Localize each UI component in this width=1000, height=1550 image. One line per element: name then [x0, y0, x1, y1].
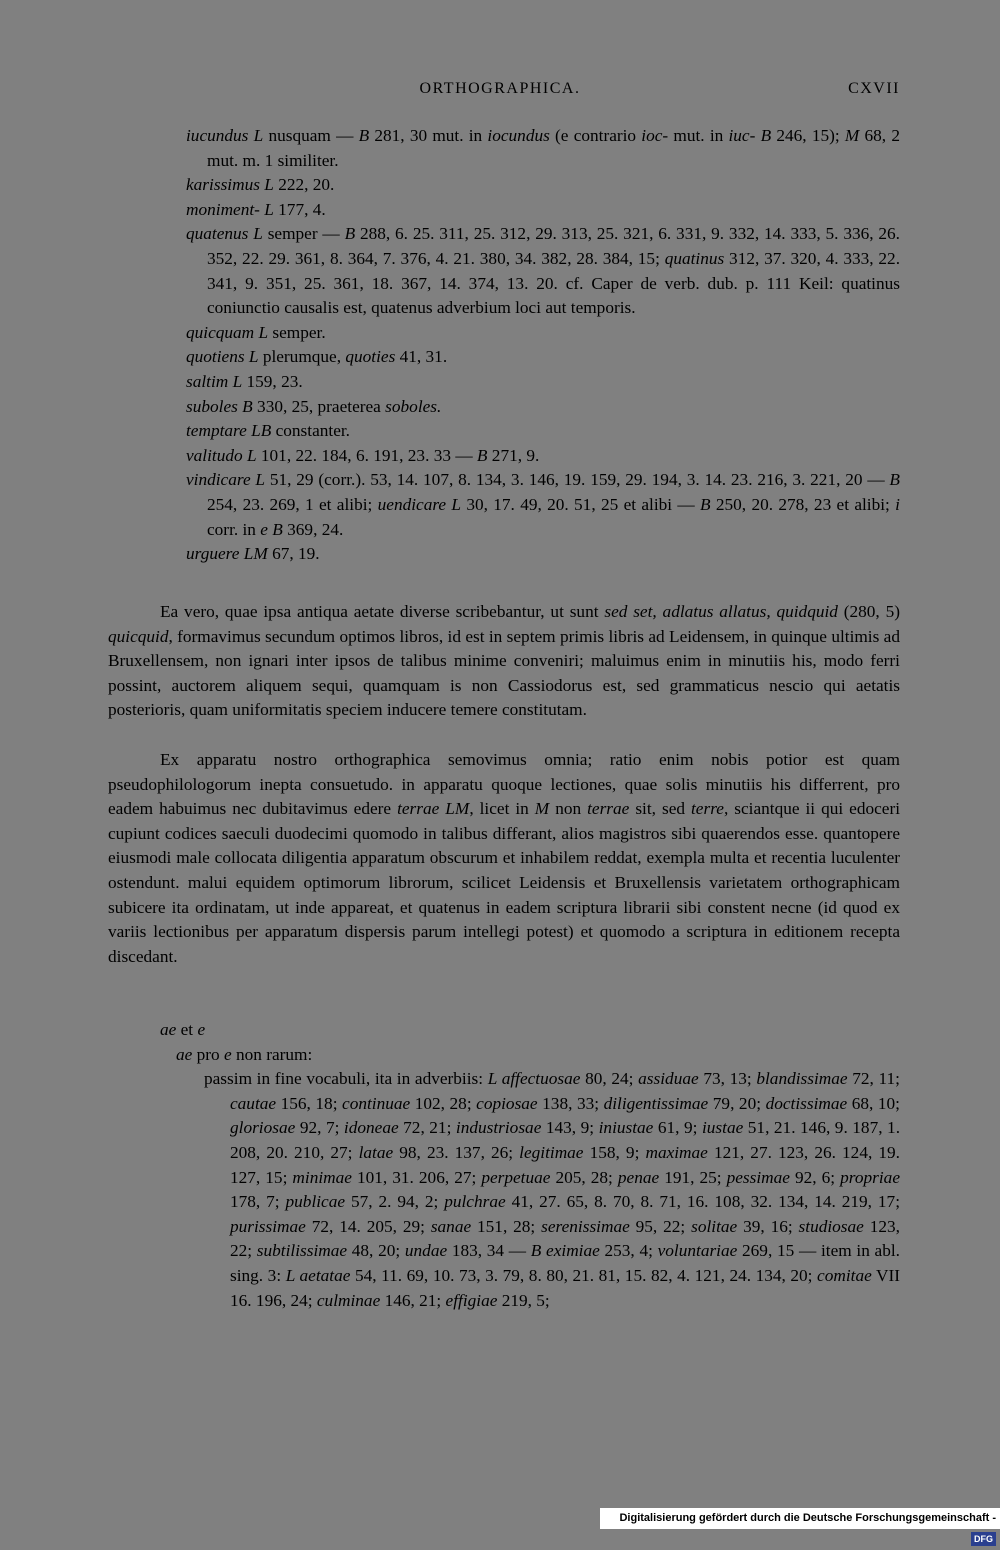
dfg-logo-icon: DFG [971, 1532, 996, 1546]
entry-item: karissimus L 222, 20. [186, 175, 335, 195]
dfg-footer [600, 1508, 1000, 1545]
entry-item: iucundus L nusquam — B 281, 30 mut. in iocundus (e contrario ioc- mut. in iuc- B 246, 15); M 68, 2 mut. m. 1 similiter. [186, 126, 900, 170]
entry-item: quotiens L plerumque, quoties 41, 31. [186, 347, 448, 367]
paragraph-2: Ex apparatu nostro orthographica semovimus omnia; ratio enim nobis potior est quam pseudophilologorum inepta consuetudo. in apparatu quoque lectiones, quae solis minutiis his differrent, pro eadem habuimus nec dubitavimus edere terrae LM, licet in M non terrae sit, sed terre, sciantque ii qui edoceri cupiunt codices saeculi duodecimi quomodo in talibus differant, alios magistros sibi quaerendos esse. quantopere eiusmodi male collocata diligentia apparatum obscurum et inhabilem reddat, exempla multa et recentia luculenter ostendunt. malui equidem optimorum librorum, scilicet Leidensis et Bruxellensis varietatem orthographicam subicere ita ordinatam, ut inde appareat, et quatenus in eadem scriptura librarii sibi constent necne (id quod ex variis lectionibus per apparatum dispersis parum intellegi potest) et quomodo a scriptura in editionem recepta discedant. [108, 750, 901, 966]
entry-item: quicquam L semper. [186, 322, 326, 342]
entry-item: quatenus L semper — B 288, 6. 25. 311, 25. 312, 29. 313, 25. 321, 6. 331, 9. 332, 14. 333, 5. 336, 26. 352, 22. 29. 361, 8. 364, 7. 376, 4. 21. 380, 34. 382, 28. 384, 15; quatinus 312, 37. 320, 4. 333, 22. 341, 9. 351, 25. 361, 18. 367, 14. 374, 13. 20. cf. Caper de verb. dub. p. 111 Keil: quatinus coniunctio causalis est, quatenus adverbium loci aut temporis. [186, 224, 901, 318]
running-title: ORTHOGRAPHICA. [419, 80, 581, 97]
entry-item: urguere LM 67, 19. [186, 544, 320, 564]
paragraph-1: Ea vero, quae ipsa antiqua aetate diverse scribebantur, ut sunt sed set, adlatus allatus, quidquid (280, 5) quicquid, formavimus secundum optimos libros, id est in septem primis libris ad Leidensem, in quinque ultimis ad Bruxellensem, non ignari inter ipsos de talibus minime conveniri; maluimus enim in minutiis his, modo ferri possint, auctorem aliquem sequi, quamquam is non Cassiodorus est, sed grammaticus nescio qui aetatis posterioris, quam uniformitatis speciem inducere temere constitutam. [108, 602, 900, 720]
list-heading-2: ae pro e non rarum: [176, 1044, 313, 1064]
entry-item: moniment- L 177, 4. [186, 199, 326, 219]
entry-item: valitudo L 101, 22. 184, 6. 191, 23. 33 — B 271, 9. [186, 445, 540, 465]
orthography-entry-list [108, 124, 900, 567]
list-item: passim in fine vocabuli, ita in adverbiis: L affectuosae 80, 24; assiduae 73, 13; blandissimae 72, 11; cautae 156, 18; continuae 102, 28; copiosae 138, 33; diligentissimae 79, 20; doctissimae 68, 10; gloriosae 92, 7; idoneae 72, 21; industriosae 143, 9; iniustae 61, 9; iustae 51, 21. 146, 9. 187, 1. 208, 20. 210, 27; latae 98, 23. 137, 26; legitimae 158, 9; maximae 121, 27. 123, 26. 124, 19. 127, 15; minimae 101, 31. 206, 27; perpetuae 205, 28; penae 191, 25; pessimae 92, 6; propriae 178, 7; publicae 57, 2. 94, 2; pulchrae 41, 27. 65, 8. 70, 8. 71, 16. 108, 32. 134, 14. 219, 17; purissimae 72, 14. 205, 29; sanae 151, 28; serenissimae 95, 22; solitae 39, 16; studiosae 123, 22; subtilissimae 48, 20; undae 183, 34 — B eximiae 253, 4; voluntariae 269, 15 — item in abl. sing. 3: L aetatae 54, 11. 69, 10. 73, 3. 79, 8. 80, 21. 81, 15. 82, 4. 121, 24. 134, 20; comitae VII 16. 196, 24; culminae 146, 21; effigiae 219, 5; [204, 1069, 901, 1310]
ae-e-list [108, 1018, 900, 1313]
entry-item: vindicare L 51, 29 (corr.). 53, 14. 107, 8. 134, 3. 146, 19. 159, 29. 194, 3. 14. 23. 216, 3. 221, 20 — B 254, 23. 269, 1 et alibi; uendicare L 30, 17. 49, 20. 51, 25 et alibi — B 250, 20. 278, 23 et alibi; i corr. in e B 369, 24. [186, 470, 900, 539]
entry-item: suboles B 330, 25, praeterea soboles. [186, 396, 442, 416]
footer-text: Digitalisierung gefördert durch die Deutsche Forschungsgemeinschaft - [619, 1512, 996, 1524]
list-heading-1: ae et e [160, 1020, 206, 1039]
page-number: CXVII [848, 80, 900, 97]
entry-item: temptare LB constanter. [186, 421, 350, 441]
entry-item: saltim L 159, 23. [186, 371, 303, 391]
